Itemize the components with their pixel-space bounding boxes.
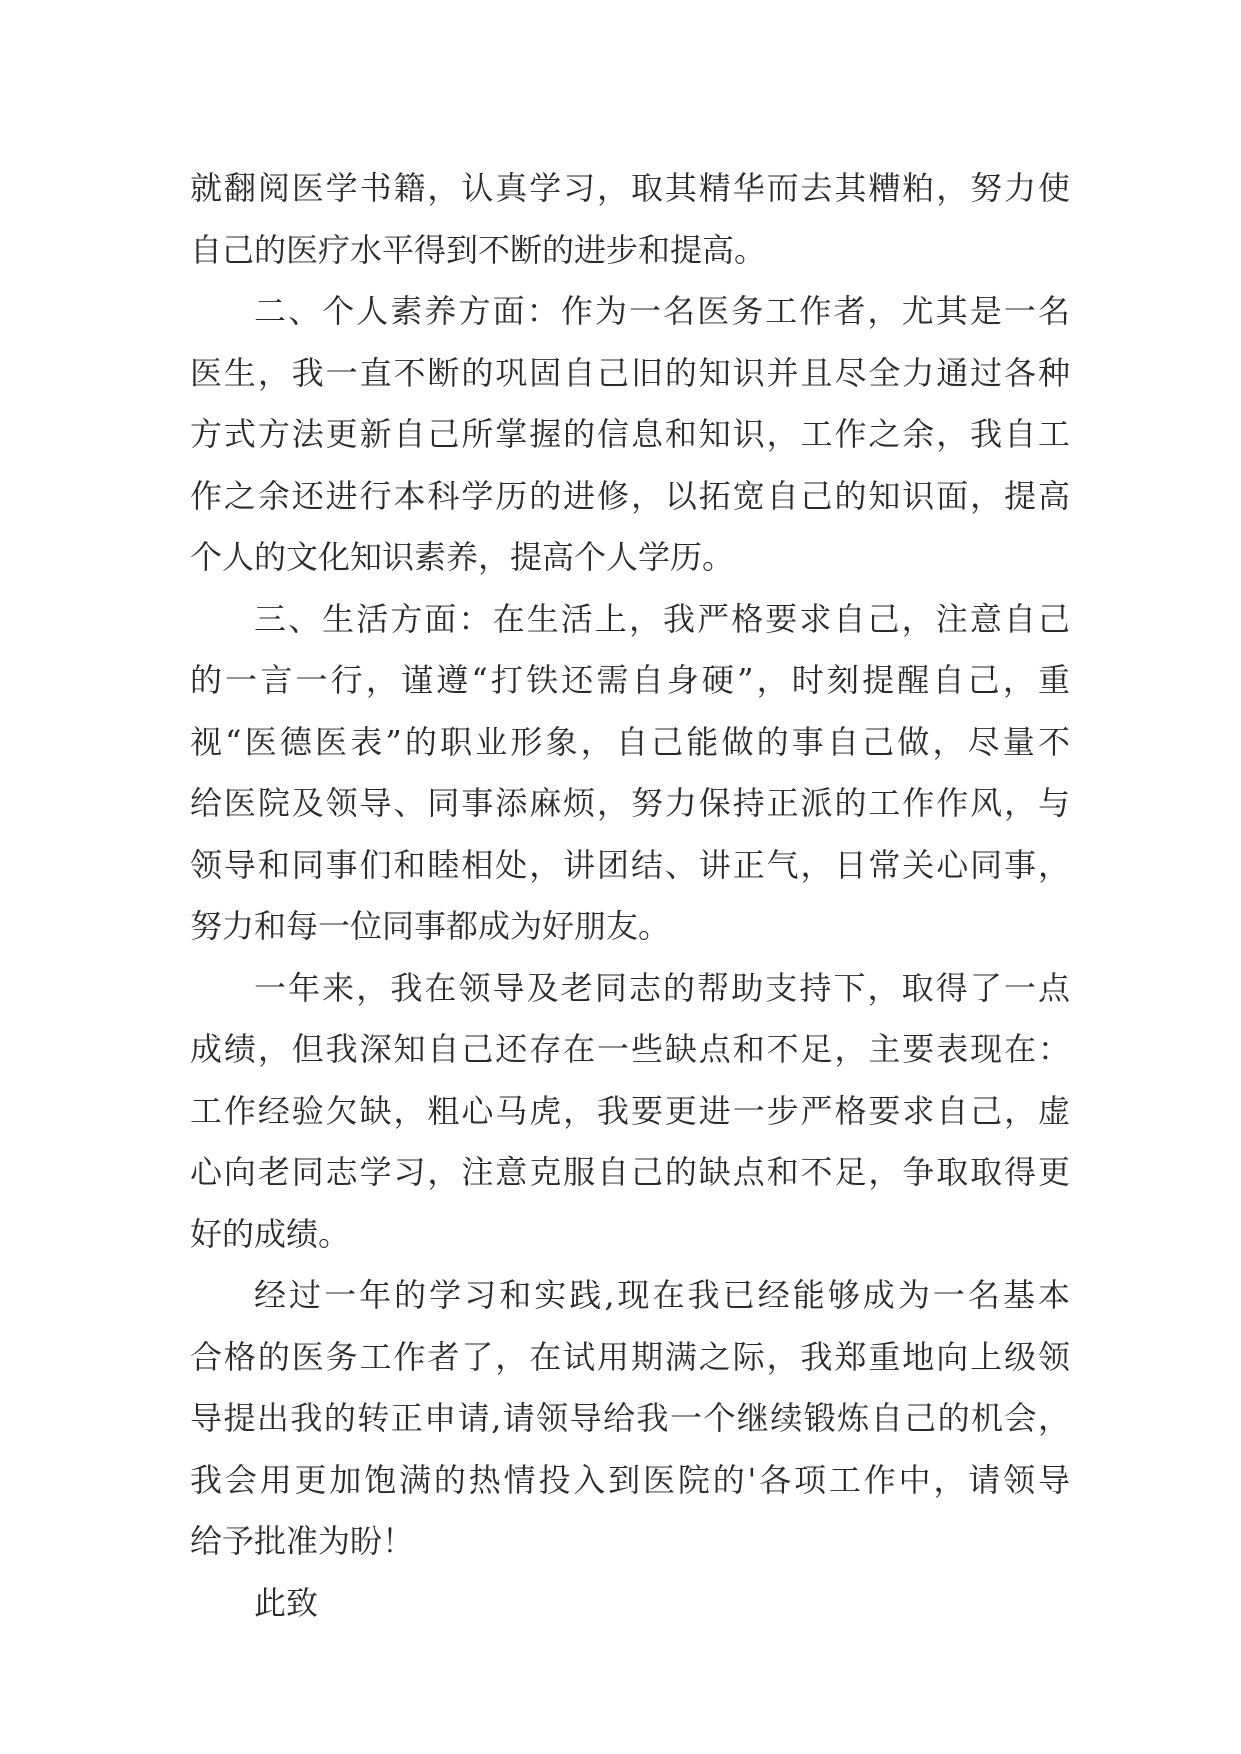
- text-line: 作之余还进行本科学历的进修，以拓宽自己的知识面，提高: [190, 476, 1070, 515]
- text-line: 合格的医务工作者了，在试用期满之际，我郑重地向上级领: [190, 1337, 1070, 1376]
- text-line: 自己的医疗水平得到不断的进步和提高。: [190, 230, 767, 269]
- text-line: 就翻阅医学书籍，认真学习，取其精华而去其糟粕，努力使: [190, 169, 1070, 207]
- text-line: 工作经验欠缺，粗心马虎，我要更进一步严格要求自己，虚: [190, 1091, 1070, 1130]
- text-line: 心向老同志学习，注意克服自己的缺点和不足，争取取得更: [190, 1153, 1070, 1191]
- paragraph-start-line: 经过一年的学习和实践,现在我已经能够成为一名基本: [254, 1276, 1070, 1314]
- text-line: 个人的文化知识素养，提高个人学历。: [190, 538, 735, 576]
- text-line: 成绩，但我深知自己还存在一些缺点和不足，主要表现在：: [190, 1030, 1070, 1068]
- text-line: 给医院及领导、同事添麻烦，努力保持正派的工作作风，与: [190, 784, 1070, 822]
- text-line: 医生，我一直不断的巩固自己旧的知识并且尽全力通过各种: [190, 353, 1070, 392]
- text-line: 方式方法更新自己所掌握的信息和知识，工作之余，我自工: [190, 415, 1070, 453]
- text-line: 好的成绩。: [190, 1214, 351, 1253]
- paragraph-start-line: 二、个人素养方面：作为一名医务工作者，尤其是一名: [254, 292, 1070, 330]
- text-line: 努力和每一位同事都成为好朋友。: [190, 907, 671, 945]
- text-line: 视“医德医表”的职业形象，自己能做的事自己做，尽量不: [190, 722, 1070, 761]
- text-line: 的一言一行，谨遵“打铁还需自身硬”，时刻提醒自己，重: [190, 661, 1070, 699]
- document-body: [190, 158, 1070, 1634]
- text-line: 我会用更加饱满的热情投入到医院的'各项工作中，请领导: [190, 1460, 1070, 1499]
- text-line: 导提出我的转正申请,请领导给我一个继续锻炼自己的机会，: [190, 1399, 1070, 1437]
- closing-salutation: 此致: [254, 1583, 319, 1622]
- paragraph-start-line: 三、生活方面：在生活上，我严格要求自己，注意自己: [254, 599, 1070, 638]
- paragraph-start-line: 一年来，我在领导及老同志的帮助支持下，取得了一点: [254, 968, 1070, 1007]
- text-line: 领导和同事们和睦相处，讲团结、讲正气，日常关心同事，: [190, 845, 1070, 884]
- text-line: 给予批准为盼！: [190, 1522, 415, 1560]
